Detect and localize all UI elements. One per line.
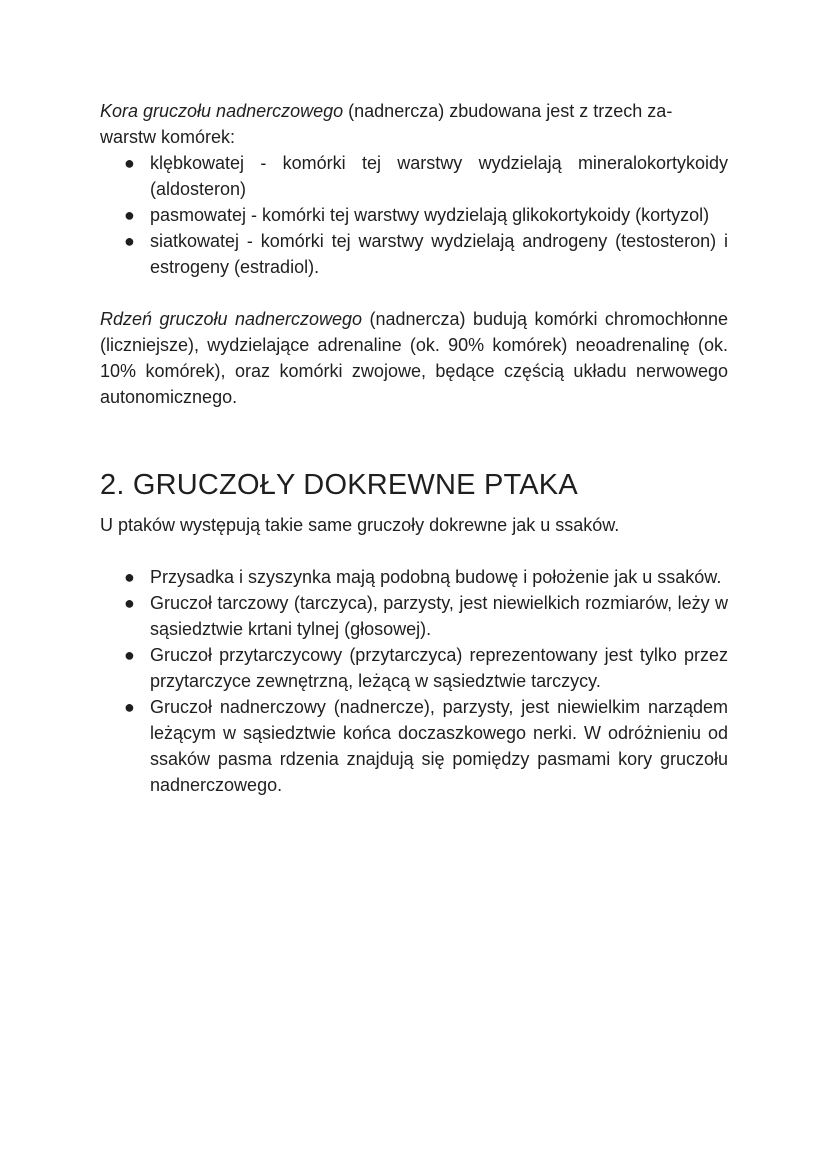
spacer: [100, 280, 728, 306]
list-item: [100, 642, 728, 694]
spacer: [100, 410, 728, 468]
section-intro: U ptaków występują takie same gruczoły dokrewne jak u ssaków.: [100, 515, 620, 535]
document-content: [100, 98, 728, 798]
bird-glands-list: [100, 564, 728, 798]
list-item-text: Przysadka i szyszynka mają podobną budowę i położenie jak u ssaków.: [150, 567, 722, 587]
list-item-text: Gruczoł przytarczycowy (przytarczyca) reprezentowany jest tylko przez przytarczyce zewnętrzną, leżącą w sąsiedztwie tarczycy.: [150, 645, 728, 691]
spacer: [100, 502, 728, 512]
list-item-text: Gruczoł nadnerczowy (nadnercze), parzysty, jest niewielkim narządem leżącym w sąsiedztwie końca doczaszkowego nerki. W odróżnieniu od ssaków pasma rdzenia znajdują się pomiędzy pasmami kory gruczołu nadnerczowego.: [150, 697, 728, 795]
cortex-intro-rest: (nadnercza) zbudowana jest z trzech za-warstw komórek:: [100, 101, 673, 147]
list-item-text: Gruczoł tarczowy (tarczyca), parzysty, jest niewielkich rozmiarów, leży w sąsiedztwie krtani tylnej (głosowej).: [150, 593, 728, 639]
bullet-icon: ●: [124, 645, 135, 665]
list-item: [100, 228, 728, 280]
spacer: [100, 538, 728, 564]
medulla-paragraph: [100, 306, 728, 410]
medulla-rest: (nadnercza) budują komórki chromochłonne (liczniejsze), wydzielające adrenaline (ok. 90% komórek) neoadrenalinę (ok. 10% komórek), oraz komórki zwojowe, będące częścią układu nerwowego autonomicznego.: [100, 309, 728, 407]
cortex-intro-italic: Kora gruczołu nadnerczowego: [100, 101, 344, 121]
list-item: [100, 590, 728, 642]
list-item-text: pasmowatej - komórki tej warstwy wydzielają glikokortykoidy (kortyzol): [150, 205, 710, 225]
bullet-icon: ●: [124, 567, 135, 587]
cortex-intro: [100, 98, 728, 150]
medulla-italic: Rdzeń gruczołu nadnerczowego: [100, 309, 363, 329]
bullet-icon: ●: [124, 153, 135, 173]
list-item-text: siatkowatej - komórki tej warstwy wydzielają androgeny (testosteron) i estrogeny (estradiol).: [150, 231, 728, 277]
bullet-icon: ●: [124, 697, 135, 717]
list-item: [100, 564, 728, 590]
list-item: [100, 694, 728, 798]
list-item: [100, 150, 728, 202]
list-item-text: klębkowatej - komórki tej warstwy wydzielają mineralokortykoidy (aldosteron): [150, 153, 728, 199]
section-heading: 2. GRUCZOŁY DOKREWNE PTAKA: [100, 469, 578, 501]
bullet-icon: ●: [124, 231, 135, 251]
list-item: [100, 202, 728, 228]
cortex-layers-list: [100, 150, 728, 280]
bullet-icon: ●: [124, 205, 135, 225]
bullet-icon: ●: [124, 593, 135, 613]
